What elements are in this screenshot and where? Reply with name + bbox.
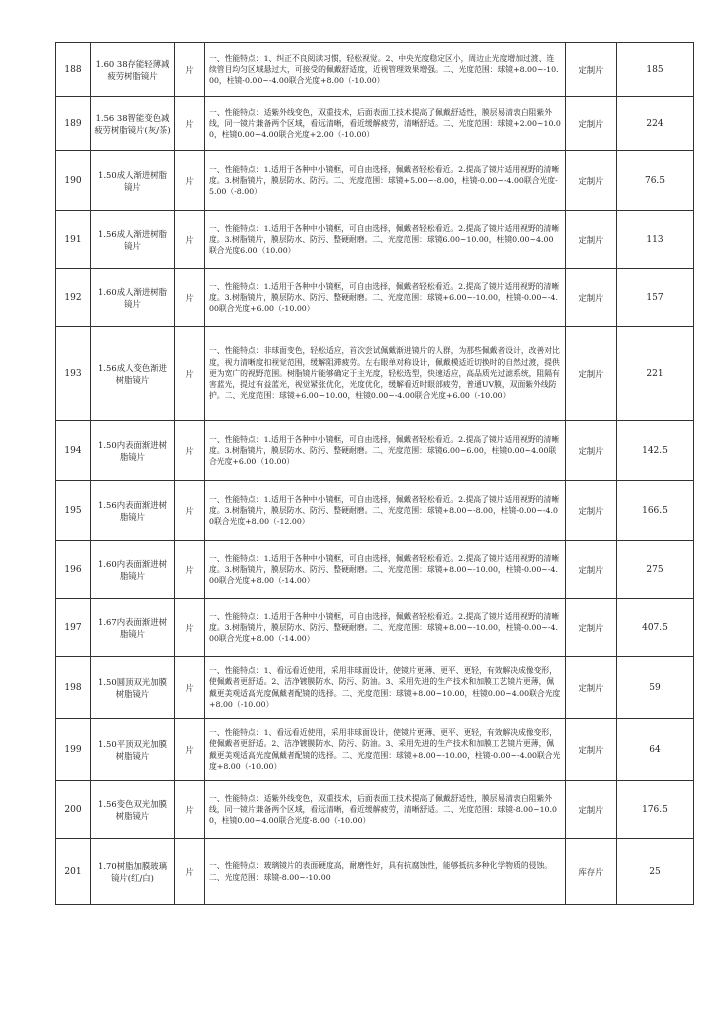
unit-cell: 片 [175,327,205,421]
unit-cell: 片 [175,421,205,481]
price-cell: 157 [617,269,694,327]
row-number-cell: 196 [56,541,91,599]
price-cell: 221 [617,327,694,421]
price-cell: 224 [617,97,694,151]
table-row [56,421,694,481]
row-number-cell: 200 [56,781,91,839]
table-row [56,327,694,421]
product-description-cell: 一、性能特点：1.适用于各种中小镜框，可自由选择，佩戴者轻松看近。2.提高了镜片适用视野的清晰度。3.树脂镜片，膜层防水、防污、整硬耐磨。二、光度范围：球镜6.00~10.00，柱镜0.00~4.00联合光度6.00（10.00） [205,211,566,269]
row-number-cell: 199 [56,719,91,781]
order-type-cell: 定制片 [566,481,617,541]
order-type-cell: 定制片 [566,151,617,211]
table-row [56,657,694,719]
row-number-cell: 197 [56,599,91,657]
product-name-cell: 1.60内表面渐进树脂镜片 [91,541,175,599]
unit-cell: 片 [175,541,205,599]
table-body [56,43,694,905]
unit-cell: 片 [175,839,205,905]
order-type-cell: 定制片 [566,541,617,599]
row-number-cell: 193 [56,327,91,421]
order-type-cell: 定制片 [566,211,617,269]
unit-cell: 片 [175,211,205,269]
price-cell: 76.5 [617,151,694,211]
row-number-cell: 191 [56,211,91,269]
product-name-cell: 1.50平顶双光加膜树脂镜片 [91,719,175,781]
product-name-cell: 1.50内表面渐进树脂镜片 [91,421,175,481]
table-row [56,269,694,327]
unit-cell: 片 [175,719,205,781]
unit-cell: 片 [175,97,205,151]
table-row [56,151,694,211]
price-cell: 64 [617,719,694,781]
price-cell: 59 [617,657,694,719]
product-name-cell: 1.67内表面渐进树脂镜片 [91,599,175,657]
order-type-cell: 定制片 [566,421,617,481]
product-name-cell: 1.56 38智能变色减疲劳树脂镜片(灰/茶) [91,97,175,151]
price-cell: 142.5 [617,421,694,481]
product-description-cell: 一、性能特点：1.适用于各种中小镜框，可自由选择，佩戴者轻松看近。2.提高了镜片适用视野的清晰度。3.树脂镜片，膜层防水、防污。二、光度范围：球镜+5.00~-8.00，柱镜-0.00~-4.00联合光度-5.00（-8.00） [205,151,566,211]
unit-cell: 片 [175,269,205,327]
price-cell: 275 [617,541,694,599]
unit-cell: 片 [175,657,205,719]
product-description-cell: 一、性能特点：1.适用于各种中小镜框，可自由选择，佩戴者轻松看近。2.提高了镜片适用视野的清晰度。3.树脂镜片，膜层防水、防污、整硬耐磨。二、光度范围：球镜+8.00~-8.00，柱镜-0.00~-4.00联合光度+8.00（-12.00） [205,481,566,541]
price-cell: 407.5 [617,599,694,657]
unit-cell: 片 [175,481,205,541]
order-type-cell: 定制片 [566,599,617,657]
product-description-cell: 一、性能特点：1、看远看近使用，采用非球面设计，使镜片更薄、更平、更轻，有效解决成像变形，使佩戴者更舒适。2、洁净镀膜防水、防污、防油。3、采用先进的生产技术和加膜工艺镜片更薄，佩戴更美观适高光度佩戴者配镜的选择。二、光度范围：球镜+8.00~10.00，柱镜0.00~4.00联合光度+8.00（-10.00） [205,657,566,719]
price-cell: 185 [617,43,694,97]
row-number-cell: 188 [56,43,91,97]
row-number-cell: 201 [56,839,91,905]
product-description-cell: 一、性能特点：1.适用于各种中小镜框，可自由选择，佩戴者轻松看近。2.提高了镜片适用视野的清晰度。3.树脂镜片，膜层防水、防污、整硬耐磨。二、光度范围：球镜+8.00~-10.00，柱镜-0.00~-4.00联合光度+8.00（-14.00） [205,599,566,657]
order-type-cell: 定制片 [566,43,617,97]
product-name-cell: 1.60 38存能轻薄减疲劳树脂镜片 [91,43,175,97]
table-row [56,839,694,905]
product-description-cell: 一、性能特点：1、看远看近使用，采用非球面设计，使镜片更薄、更平、更轻，有效解决成像变形，使佩戴者更舒适。2、洁净镀膜防水、防污、防油。3、采用先进的生产技术和加膜工艺镜片更薄，佩戴更美观适高光度佩戴者配镜的选择。二、光度范围：球镜+8.00~-10.00，柱镜-0.00~-4.00联合光度+8.00（-10.00） [205,719,566,781]
order-type-cell: 库存片 [566,839,617,905]
product-name-cell: 1.60成人渐进树脂镜片 [91,269,175,327]
order-type-cell: 定制片 [566,269,617,327]
product-description-cell: 一、性能特点：非球面变色，轻松适应，首次尝试佩戴渐进镜片的人群，为那些佩戴者设计，改善对比度，视力清晰度扣视觉范围，缓解阻滞疲劳。左右眼单对称设计，佩戴模适近切换时的自然过渡，提供更为宽广的视野范围。树脂镜片能够确定于主光度，轻松选型，快速适应，高品质光过滤系统，阻隔有害蓝光，提过有益蓝光，视觉紧张优化，光度优化，缓解看近时眼部疲劳，普通UV膜，双面紫外线防护。二、光度范围：球镜+6.00~10.00，柱镜0.00~-4.00联合光度+6.00（-10.00） [205,327,566,421]
table-row [56,781,694,839]
product-description-cell: 一、性能特点：玻璃镜片的表面硬度高，耐磨性好，具有抗腐蚀性，能够抵抗多种化学物质的侵蚀。二、光度范围：球镜-8.00~-10.00 [205,839,566,905]
table-row [56,481,694,541]
product-description-cell: 一、性能特点：适紫外线变色，双重技术，后面表面工技术提高了佩戴舒适性，膜层易清衷白阻紫外线，同一镜片兼备两个区域，看远清晰，看近缓解疲劳，清晰舒适。二、光度范围：球镜+2.00~10.00，柱镜0.00~4.00联合光度+2.00（-10.00） [205,97,566,151]
row-number-cell: 195 [56,481,91,541]
product-description-cell: 一、性能特点：1.适用于各种中小镜框，可自由选择，佩戴者轻松看近。2.提高了镜片适用视野的清晰度。3.树脂镜片，膜层防水、防污、整硬耐磨。二、光度范围：球镜+6.00~-10.00，柱镜-0.00~-4.00联合光度+6.00（-10.00） [205,269,566,327]
price-table [55,42,694,905]
product-name-cell: 1.56成人变色渐进树脂镜片 [91,327,175,421]
row-number-cell: 189 [56,97,91,151]
price-cell: 176.5 [617,781,694,839]
order-type-cell: 定制片 [566,657,617,719]
unit-cell: 片 [175,781,205,839]
order-type-cell: 定制片 [566,719,617,781]
table-row [56,599,694,657]
table-row [56,211,694,269]
product-name-cell: 1.70树脂加膜玻璃镜片(红/白) [91,839,175,905]
unit-cell: 片 [175,43,205,97]
price-cell: 25 [617,839,694,905]
product-name-cell: 1.50成人渐进树脂镜片 [91,151,175,211]
product-name-cell: 1.56成人渐进树脂镜片 [91,211,175,269]
product-description-cell: 一、性能特点：适紫外线变色，双重技术，后面表面工技术提高了佩戴舒适性，膜层易清衷白阻紫外线，同一镜片兼备两个区域，看远清晰，看近缓解疲劳，清晰舒适。二、光度范围：球镜-8.00~10.00，柱镜0.00~4.00联合光度-8.00（-10.00） [205,781,566,839]
unit-cell: 片 [175,151,205,211]
table-row [56,719,694,781]
product-description-cell: 一、性能特点：1、纠正不良阅读习惯，轻松视觉。2、中央光度稳定区小，周边止光度增加过渡、连续管目均匀区域悬过大，可接受的佩戴舒适度，近视管理效果增强。二、光度范围：球镜+8.00~-10.00，柱镜-0.00~-4.00联合光度+8.00（-10.00） [205,43,566,97]
table-row [56,43,694,97]
product-description-cell: 一、性能特点：1.适用于各种中小镜框，可自由选择，佩戴者轻松看近。2.提高了镜片适用视野的清晰度。3.树脂镜片，膜层防水、防污、整硬耐磨。二、光度范围：球镜+8.00~-10.00，柱镜-0.00~-4.00联合光度+8.00（-14.00） [205,541,566,599]
product-name-cell: 1.56变色双光加膜树脂镜片 [91,781,175,839]
unit-cell: 片 [175,599,205,657]
order-type-cell: 定制片 [566,781,617,839]
row-number-cell: 190 [56,151,91,211]
row-number-cell: 192 [56,269,91,327]
row-number-cell: 194 [56,421,91,481]
order-type-cell: 定制片 [566,327,617,421]
product-description-cell: 一、性能特点：1.适用于各种中小镜框，可自由选择，佩戴者轻松看近。2.提高了镜片适用视野的清晰度。3.树脂镜片，膜层防水、防污、整硬耐磨。二、光度范围：球镜6.00~6.00，柱镜0.00~4.00联合光度+6.00（10.00） [205,421,566,481]
product-name-cell: 1.56内表面渐进树脂镜片 [91,481,175,541]
table-row [56,541,694,599]
price-cell: 166.5 [617,481,694,541]
order-type-cell: 定制片 [566,97,617,151]
product-name-cell: 1.50圆顶双光加膜树脂镜片 [91,657,175,719]
table-row [56,97,694,151]
price-cell: 113 [617,211,694,269]
row-number-cell: 198 [56,657,91,719]
